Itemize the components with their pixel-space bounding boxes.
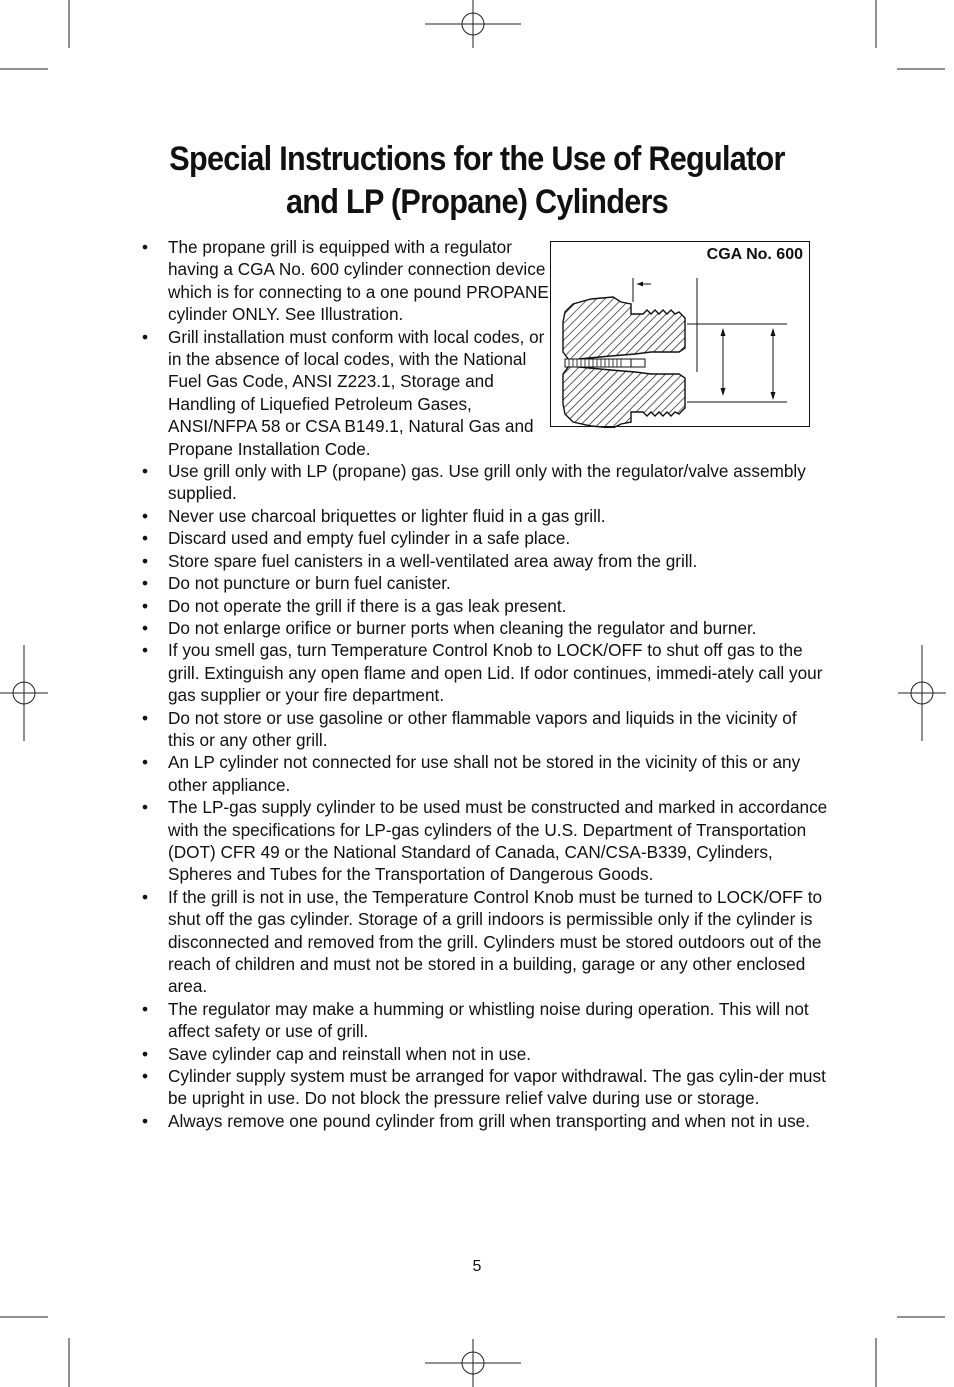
page-title-line-1: Special Instructions for the Use of Regulator — [169, 140, 785, 178]
list-item-text: An LP cylinder not connected for use shall not be stored in the vicinity of this or any other appliance. — [168, 752, 801, 795]
bullet: • — [142, 998, 149, 1019]
list-item — [142, 707, 842, 752]
list-item — [142, 1110, 842, 1132]
list-item-text: The LP-gas supply cylinder to be used must be constructed and marked in accordance with the specifications for LP-gas cylinders of the U.S. Department of Transportation (DOT) CFR 49 or the National Standard of Canada, CAN/CSA-B339, Cylinders, Spheres and Tubes for the Transportation of Dangerous Goods. — [168, 797, 828, 885]
list-item — [142, 1043, 842, 1065]
list-item-text: Do not operate the grill if there is a gas leak present. — [168, 595, 567, 616]
list-item — [142, 236, 842, 326]
list-item-text: Grill installation must conform with local codes, or in the absence of local codes, with the National Fuel Gas Code, ANSI Z223.1, Storage and Handling of Liquefied Petroleum Gases, ANSI/NFPA 58 or CSA B149.1, Natural Gas and Propane Installation Code. — [168, 326, 545, 459]
figure-label: CGA No. 600 — [706, 246, 803, 263]
page-title-line-2: and LP (Propane) Cylinders — [285, 183, 668, 221]
bullet: • — [142, 326, 149, 347]
bullet: • — [142, 752, 149, 773]
list-item — [142, 550, 842, 572]
bullet: • — [142, 797, 149, 818]
list-item — [142, 617, 842, 639]
bullet: • — [142, 1066, 149, 1087]
list-item — [142, 998, 842, 1043]
bullet: • — [142, 617, 149, 638]
list-item-text: Do not enlarge orifice or burner ports when cleaning the regulator and burner. — [168, 617, 757, 638]
bullet: • — [142, 505, 149, 526]
list-item — [142, 505, 842, 527]
bullet: • — [142, 550, 149, 571]
list-item-text: If the grill is not in use, the Temperature Control Knob must be turned to LOCK/OFF to shut off the gas cylinder. Storage of a grill indoors is permissible only if the cylinder is disconnected and removed from the grill. Cylinders must be stored outdoors out of the reach of children and must not be stored in a building, garage or any other enclosed area. — [168, 886, 823, 997]
list-item — [142, 751, 842, 796]
list-item — [142, 460, 842, 505]
list-item-text: If you smell gas, turn Temperature Control Knob to LOCK/OFF to shut off gas to the grill. Extinguish any open flame and open Lid. If odor continues, immedi-ately call your gas supplier or your fire department. — [168, 640, 823, 706]
list-item-text: Use grill only with LP (propane) gas. Use grill only with the regulator/valve assembly supplied. — [168, 461, 806, 504]
list-item-text: Always remove one pound cylinder from grill when transporting and when not in use. — [168, 1110, 811, 1131]
bullet: • — [142, 707, 149, 728]
bullet: • — [142, 573, 149, 594]
instruction-list — [142, 236, 842, 1132]
list-item — [142, 572, 842, 594]
list-item — [142, 527, 842, 549]
list-item-text: Save cylinder cap and reinstall when not in use. — [168, 1043, 532, 1064]
page-title — [138, 138, 817, 224]
list-item-text: The regulator may make a humming or whistling noise during operation. This will not affect safety or use of grill. — [168, 998, 809, 1042]
list-item — [142, 639, 842, 706]
bullet: • — [142, 595, 149, 616]
list-item-text: Store spare fuel canisters in a well-ventilated area away from the grill. — [168, 550, 698, 571]
bullet: • — [142, 528, 149, 549]
list-item-text: Do not store or use gasoline or other flammable vapors and liquids in the vicinity of this or any other grill. — [168, 707, 797, 750]
list-item-text: The propane grill is equipped with a regulator having a CGA No. 600 cylinder connection device which is for connecting to a one pound PROPANE cylinder ONLY. See Illustration. — [168, 237, 549, 325]
bullet: • — [142, 237, 149, 257]
bullet: • — [142, 461, 149, 482]
list-item — [142, 595, 842, 617]
list-item-text: Cylinder supply system must be arranged for vapor withdrawal. The gas cylin-der must be upright in use. Do not block the pressure relief valve during use or storage. — [168, 1066, 826, 1109]
page-number: 5 — [472, 1258, 482, 1275]
bullet: • — [142, 1110, 149, 1131]
bullet: • — [142, 886, 149, 907]
list-item — [142, 886, 842, 998]
bullet: • — [142, 1043, 149, 1064]
bullet: • — [142, 640, 149, 661]
list-item — [142, 796, 842, 886]
list-item-text: Do not puncture or burn fuel canister. — [168, 573, 451, 594]
list-item — [142, 1065, 842, 1110]
list-item-text: Discard used and empty fuel cylinder in a safe place. — [168, 528, 571, 549]
list-item-text: Never use charcoal briquettes or lighter fluid in a gas grill. — [168, 505, 606, 526]
list-item — [142, 326, 842, 460]
